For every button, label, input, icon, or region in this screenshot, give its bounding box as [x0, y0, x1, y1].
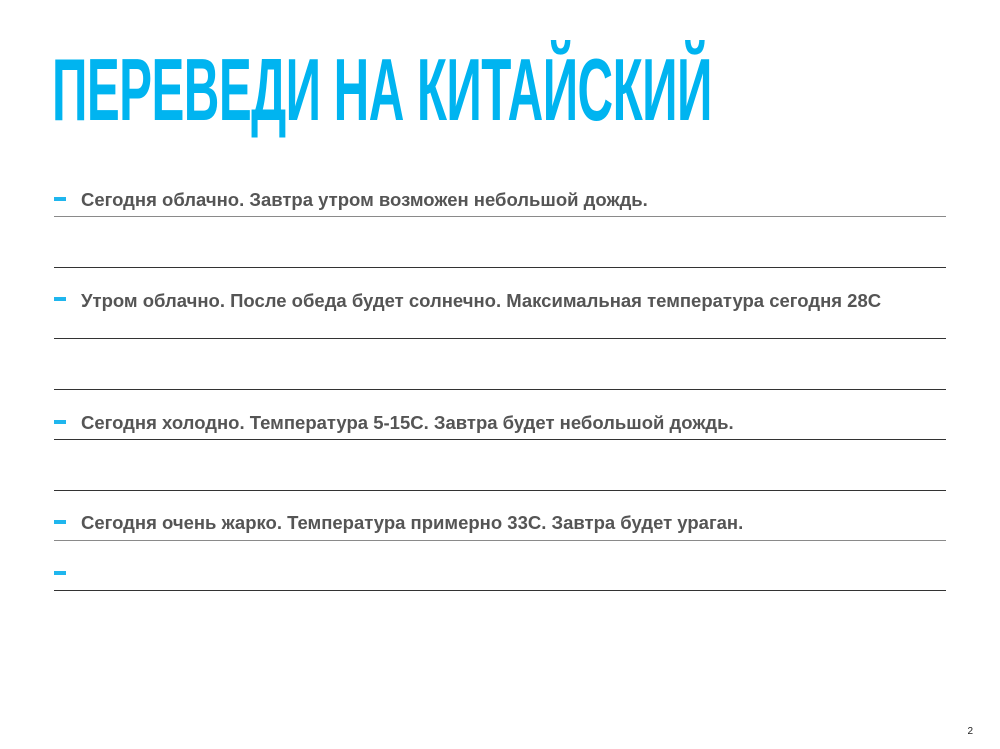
page-title: ПЕРЕВЕДИ НА КИТАЙСКИЙ	[52, 40, 712, 139]
bullet-dash-icon	[54, 297, 66, 301]
divider	[54, 338, 946, 339]
sentence-2: Утром облачно. После обеда будет солнечно. Максимальная температура сегодня 28С	[81, 290, 882, 311]
answer-line-2[interactable]	[54, 389, 946, 390]
answer-line-3[interactable]	[54, 490, 946, 491]
sentence-1: Сегодня облачно. Завтра утром возможен небольшой дождь.	[81, 189, 648, 210]
bullet-dash-icon	[54, 197, 66, 201]
divider	[54, 439, 946, 440]
divider	[54, 216, 946, 217]
sentence-4: Сегодня очень жарко. Температура примерно 33С. Завтра будет ураган.	[81, 512, 744, 533]
bullet-dash-icon	[54, 571, 66, 575]
page-number: 2	[967, 726, 973, 737]
sentence-3: Сегодня холодно. Температура 5-15С. Завтра будет небольшой дождь.	[81, 412, 734, 433]
divider	[54, 540, 946, 541]
answer-line-4[interactable]	[54, 590, 946, 591]
answer-line-1[interactable]	[54, 267, 946, 268]
bullet-dash-icon	[54, 520, 66, 524]
bullet-dash-icon	[54, 420, 66, 424]
